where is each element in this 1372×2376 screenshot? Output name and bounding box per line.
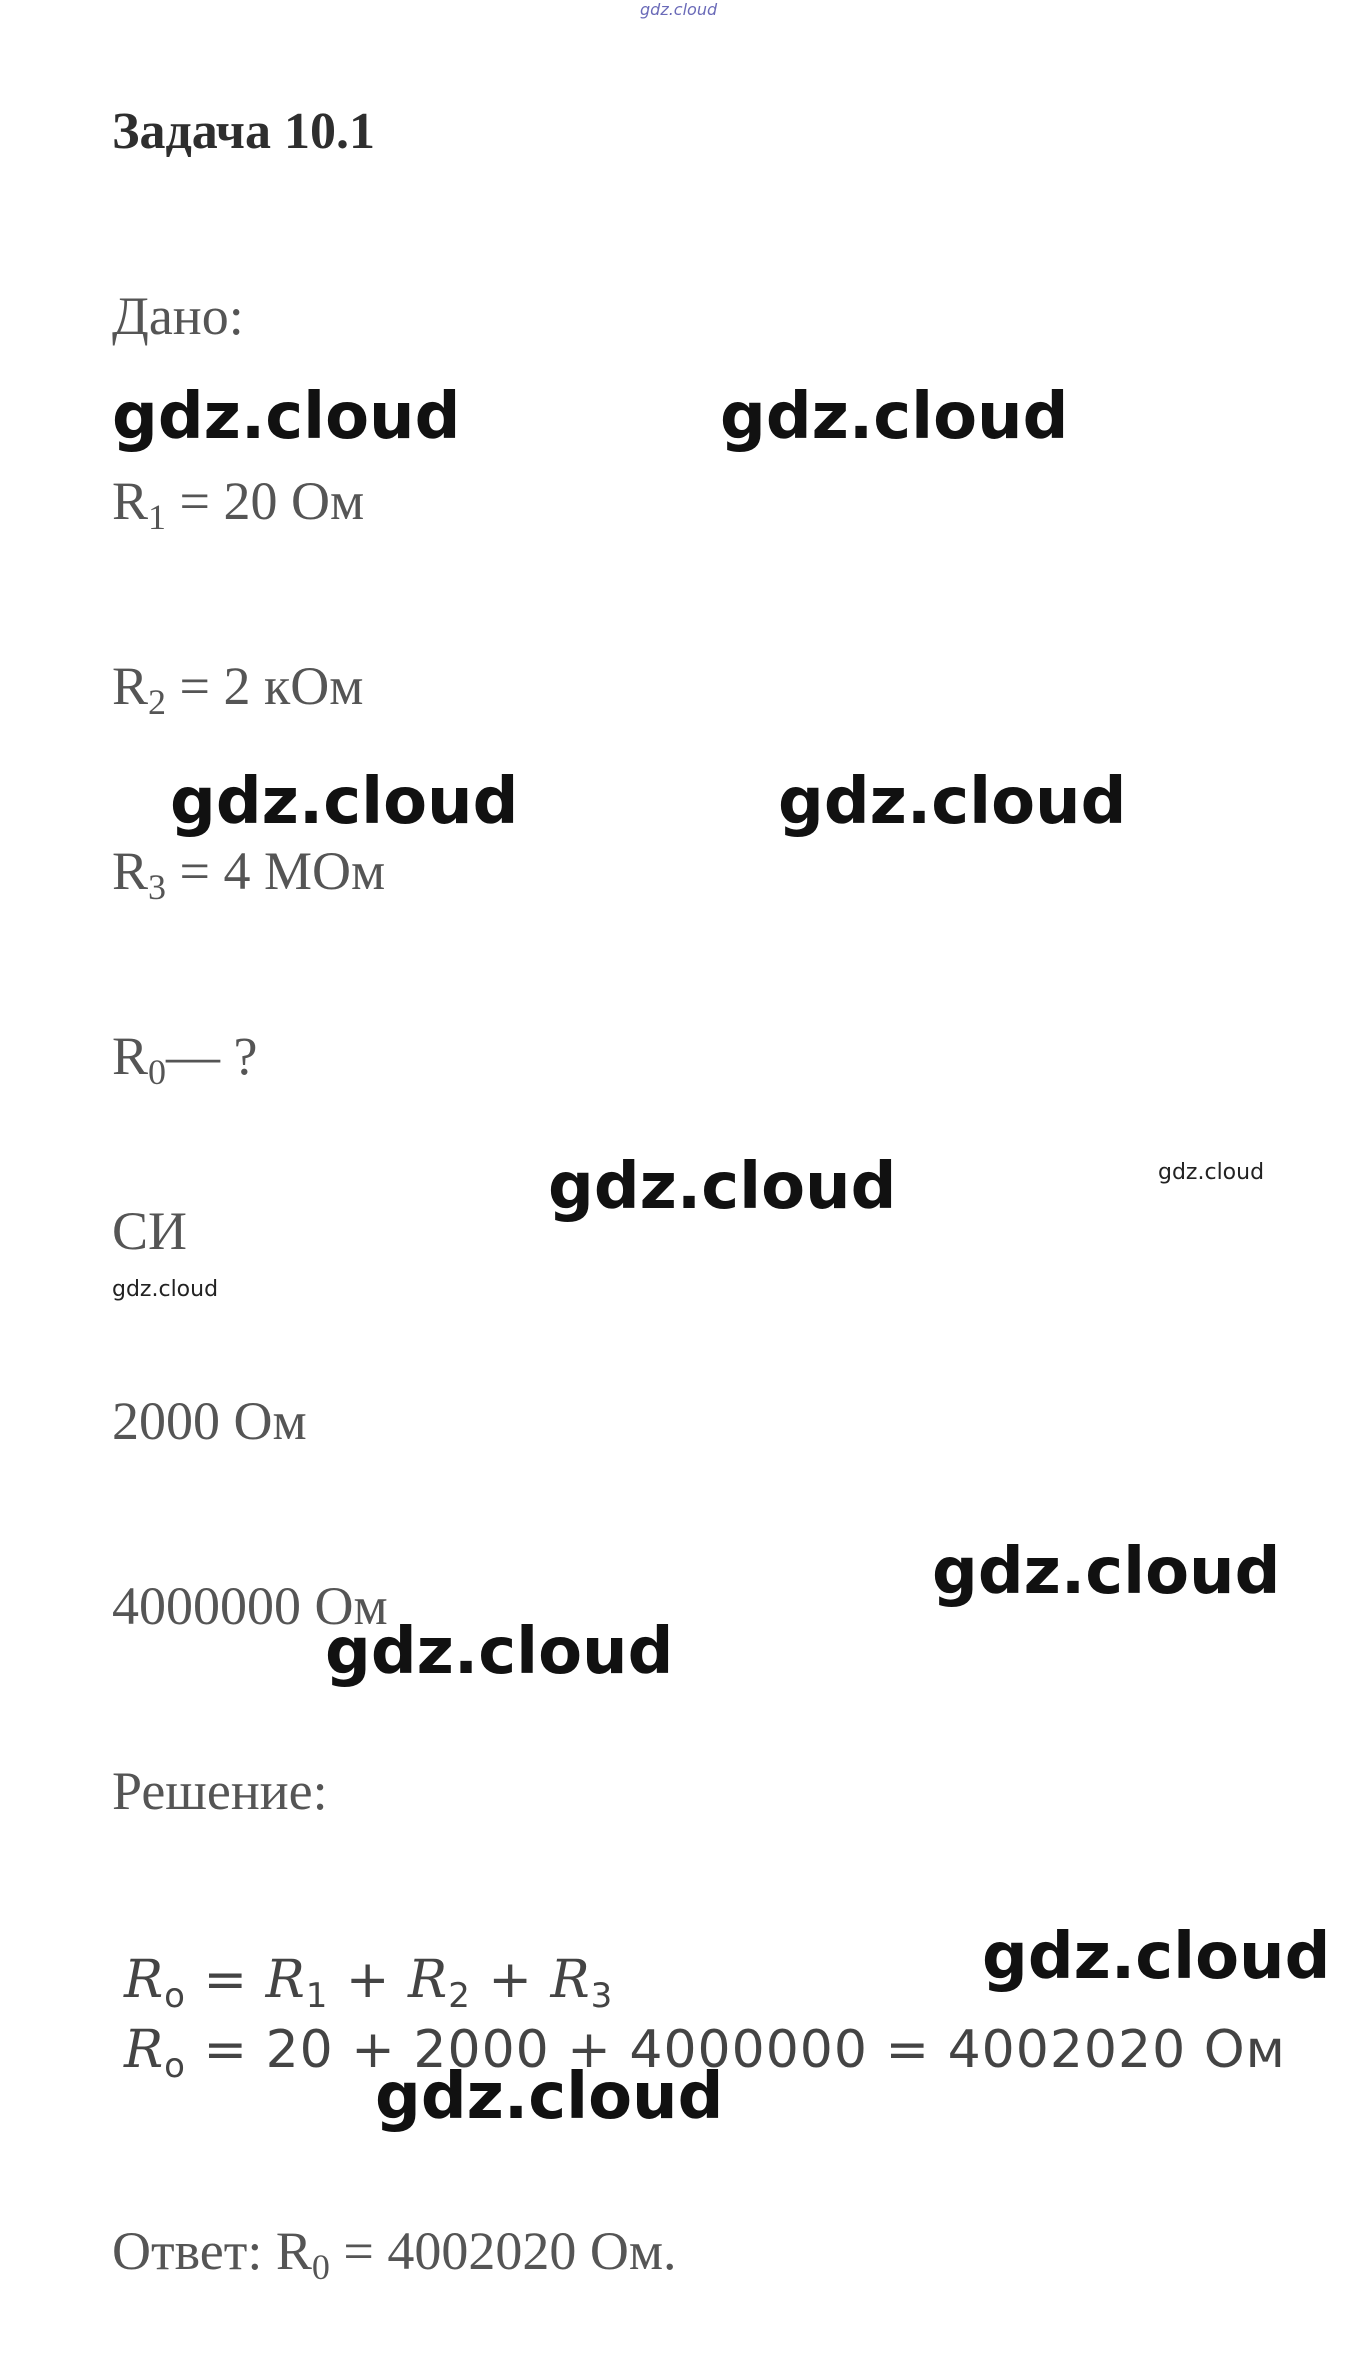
si-label: СИ [112, 1201, 188, 1261]
task-title: Задача 10.1 [112, 103, 375, 160]
watermark: gdz.cloud [325, 1615, 674, 1689]
given-label: Дано: [112, 286, 244, 346]
watermark: gdz.cloud [112, 380, 461, 454]
given-r3: $R_3 = 4$ МОм [112, 841, 386, 907]
formula-sum: $R_o = R_1 + R_2 + R_3$ [124, 1950, 614, 2016]
watermark: gdz.cloud [1158, 1160, 1265, 1185]
formula-computed: $R_o = 20 + 2000 + 4000000 = 4002020$ Ом [124, 2020, 1286, 2086]
given-r1: $R_1 = 20$ Ом [112, 471, 365, 537]
watermark: gdz.cloud [932, 1535, 1281, 1609]
given-r0-unknown: $R_0—$ ? [112, 1026, 258, 1092]
si-value-r3: 4000000 Ом [112, 1576, 388, 1636]
watermark: gdz.cloud [375, 2060, 724, 2134]
answer-line: Ответ: $R_0 = 4002020$ Ом. [112, 2221, 677, 2287]
watermark: gdz.cloud [548, 1150, 897, 1224]
si-value-r2: 2000 Ом [112, 1391, 307, 1451]
watermark: gdz.cloud [778, 765, 1127, 839]
watermark: gdz.cloud [112, 1277, 219, 1302]
watermark: gdz.cloud [170, 765, 519, 839]
given-r2: $R_2 = 2$ кОм [112, 656, 364, 722]
watermark: gdz.cloud [982, 1920, 1331, 1994]
solution-label: Решение: [112, 1761, 328, 1821]
header-watermark: gdz.cloud [640, 0, 718, 19]
watermark: gdz.cloud [720, 380, 1069, 454]
